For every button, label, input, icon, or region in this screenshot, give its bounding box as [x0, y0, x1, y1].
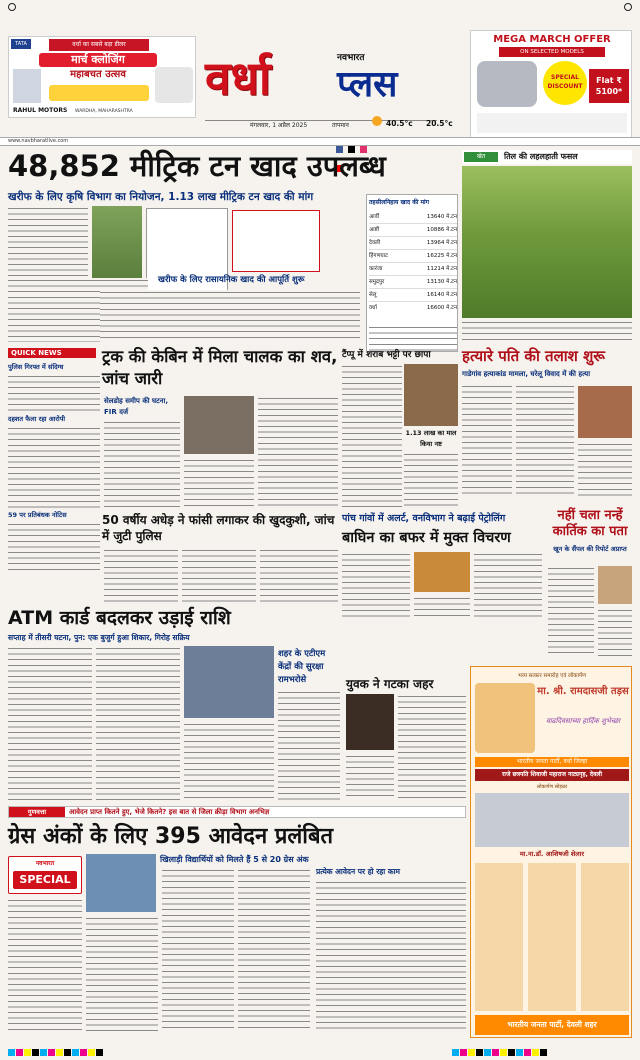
ad-footer: भारतीय जनता पार्टी, देवली शहर	[475, 1015, 629, 1035]
district-table-body	[369, 211, 457, 323]
flat-offer: Flat ₹ 5100*	[589, 69, 629, 103]
ad-bjp[interactable]	[470, 666, 632, 1038]
tiger-body	[414, 596, 470, 620]
sports-headline: ग्रेस अंकों के लिए 395 आवेदन प्रलंबित	[8, 824, 334, 849]
ad-line3: महाबचत उत्सव	[70, 69, 126, 80]
tiger-headline: पांच गांवों में अलर्ट, वनविभाग ने बढ़ाई पेट्रोलिंग	[342, 513, 506, 524]
brand-big: प्लस	[337, 64, 398, 105]
atm-sub: सप्ताह में तीसरी घटना, पुन: एक बुजुर्ग हुआ शिकार, गिरोह सक्रिय	[8, 633, 190, 642]
security-body	[278, 690, 340, 800]
atm-photo	[184, 646, 274, 718]
special-top: नवभारत	[35, 860, 55, 867]
quick-news-body	[8, 374, 100, 412]
sports-body	[8, 898, 82, 1032]
offer-banner	[49, 85, 149, 101]
lead-subhead: खरीफ के लिए कृषि विभाग का नियोजन, 1.13 लाख मीट्रिक टन खाद की मांग	[8, 191, 314, 203]
dealer-place: WARDHA, MAHARASHTRA	[75, 109, 133, 114]
table-row: आर्वी 13640 मे.टन	[369, 211, 457, 224]
ad-subtitle: ON SELECTED MODELS	[499, 47, 605, 57]
ad-wishes: वाढदिवसाच्या हार्दिक शुभेच्छा	[545, 717, 621, 725]
truck-body	[258, 396, 338, 510]
ad-footer	[477, 113, 627, 133]
murder-body	[516, 384, 574, 496]
suicide-body	[104, 548, 178, 604]
district-table	[366, 194, 458, 352]
sports-sub: खिलाड़ी विद्यार्थियों को मिलते हैं 5 से 20 ग्रेस अंक	[160, 855, 309, 864]
sun-icon	[372, 116, 382, 126]
cmyk-strip	[452, 1041, 632, 1049]
quick-news-title: QUICK NEWS	[8, 348, 96, 358]
dealer-name: RAHUL MOTORS	[13, 107, 68, 114]
kartik-photo	[598, 566, 632, 604]
photo-caption-text	[462, 320, 632, 342]
ad-title: MEGA MARCH OFFER	[493, 34, 611, 45]
murder-sub: गाडेगांव हत्याकांड मामला, घरेलू विवाद में की हत्या	[462, 370, 591, 378]
quick-news-item: दहशत फैला रहा आरोपी	[8, 415, 66, 423]
table-row: देवली 13964 मे.टन	[369, 237, 457, 250]
atm-headline: ATM कार्ड बदलकर उड़ाई राशि	[8, 607, 231, 629]
table-row: हिंगणघाट 16225 मे.टन	[369, 250, 457, 263]
weather-label: तापमान	[332, 122, 349, 129]
sports-ticker: आवेदन प्राप्त कितने हुए, भेजे कितने? इस बात से जिला क्रीड़ा विभाग अनभिज्ञ	[69, 808, 270, 816]
youth-photo	[346, 694, 394, 750]
photo-caption: तिल की लहलहाती फसल	[504, 152, 578, 161]
masthead	[205, 48, 435, 120]
sports-label: गुणवत्ता	[9, 807, 65, 817]
murder-photo	[578, 386, 632, 438]
lead-shortage-box	[232, 210, 320, 272]
guest-grid	[475, 863, 629, 1011]
raid-body	[342, 364, 402, 510]
murder-headline: हत्यारे पति की तलाश शुरू	[462, 347, 605, 365]
raid-photo	[404, 364, 458, 426]
truck-photo	[184, 396, 254, 454]
kartik-body	[548, 566, 594, 656]
truck-body	[104, 420, 180, 510]
table-row: सेलू 16140 मे.टन	[369, 289, 457, 302]
ad-rahul-motors[interactable]	[8, 36, 196, 118]
discount-badge: SPECIAL DISCOUNT	[543, 61, 587, 105]
sports-body	[238, 868, 310, 1032]
ad-line2: मार्च क्लोजिंग	[39, 53, 157, 67]
murder-body	[578, 442, 632, 496]
vehicle-image	[155, 67, 193, 103]
truck-body	[184, 458, 254, 510]
suicide-body	[260, 548, 338, 604]
scooter-image	[477, 61, 537, 107]
tiger-sub: बाघिन का बफर में मुक्त विचरण	[342, 530, 511, 546]
security-headline: शहर के एटीएम केंद्रों की सुरक्षा रामभरोसे	[278, 649, 326, 685]
table-row: वर्धा 16600 मे.टन	[369, 305, 457, 311]
tiger-body	[474, 552, 542, 620]
district-table-title: तहसीलनिहाय खाद की मांग	[369, 199, 429, 206]
raid-headline: टैंप्पू में शराब भट्टी पर छापा	[342, 350, 431, 360]
cmyk-strip	[8, 1041, 188, 1049]
kartik-body	[598, 608, 632, 656]
youth-body	[398, 694, 466, 800]
ad-party: भारतीय जनता पार्टी, वर्धा जिल्हा	[475, 757, 629, 767]
tiger-body	[342, 552, 410, 620]
lead-body	[100, 290, 360, 342]
quick-news-item: 59 पर प्रतिबंधक नोटिस	[8, 511, 67, 519]
quick-news-body	[8, 426, 100, 508]
table-row: कारंजा 11214 मे.टन	[369, 263, 457, 276]
photo-tag: खेत	[464, 152, 498, 162]
atm-body	[96, 646, 180, 800]
murder-body	[462, 384, 512, 496]
tata-logo: TATA	[11, 39, 31, 49]
atm-body	[8, 646, 92, 800]
temp-min: 20.5°c	[426, 119, 453, 128]
ad-name: मा. श्री. रामदासजी तड़स	[537, 686, 629, 697]
quick-news-item: पुलिस गिरफ्त में संदिग्ध	[8, 363, 64, 371]
truck-headline: ट्रक की केबिन में मिला चालक का शव, जांच जारी	[102, 347, 338, 388]
ad-chief-guest: मा.ना.डॉ. आशिषजी शेलार	[519, 850, 585, 858]
website-link[interactable]: www.navbharatlive.com	[8, 138, 69, 144]
youth-body	[346, 754, 394, 800]
sports-photo	[86, 854, 156, 912]
auditorium-photo	[475, 793, 629, 847]
table-row: समुद्रपुर 13130 मे.टन	[369, 276, 457, 289]
ad-top: भव्य सत्कार समारोह एवं लोकार्पण	[517, 673, 587, 679]
temp-max: 40.5°c	[386, 119, 413, 128]
social-icons[interactable]	[336, 138, 368, 145]
registration-mark	[8, 3, 16, 11]
table-row: आष्टी 10886 मे.टन	[369, 224, 457, 237]
brand-small: नवभारत	[337, 53, 365, 63]
raid-body	[404, 452, 458, 510]
ad-event: राजे छत्रपति शिवाजी महाराज नाट्यगृह, देवली	[475, 769, 629, 781]
tiger-photo	[414, 552, 470, 592]
process-title: प्रत्येक आवेदन पर हो रहा काम	[316, 867, 401, 876]
ad-mega-march[interactable]	[470, 30, 632, 138]
kartik-headline: नहीं चला नन्हें कार्तिक का पता	[552, 508, 628, 539]
ad-line1: वर्धा का सबसे बड़ा डीलर	[49, 39, 149, 51]
sports-body	[316, 880, 466, 1032]
youth-headline: युवक ने गटका जहर	[346, 677, 434, 691]
vehicle-image	[13, 69, 41, 103]
registration-mark	[624, 3, 632, 11]
raid-caption: 1.13 लाख का माल किया नष्ट	[405, 429, 457, 448]
quick-news-body	[8, 522, 100, 570]
leader-photo	[475, 683, 535, 753]
kartik-sub: खून के सैंपल की रिपोर्ट अप्राप्त	[553, 545, 627, 553]
photo-top-heading	[462, 150, 632, 164]
atm-body	[184, 722, 274, 800]
special-label: SPECIAL	[13, 871, 77, 889]
lead-inset-title: खरीफ के लिए रासायनिक खाद की आपूर्ति शुरू	[158, 275, 305, 285]
suicide-body	[182, 548, 256, 604]
truck-sub: सेलडोह समीप की घटना, FIR दर्ज	[104, 397, 168, 416]
sesame-field-photo	[462, 166, 632, 318]
masthead-title: वर्धा	[205, 51, 271, 105]
lead-headline: 48,852 मीट्रिक टन खाद उपलब्ध	[8, 149, 386, 183]
special-badge	[8, 856, 82, 894]
ad-event-sub: लोकार्पण सोहळा	[536, 784, 568, 790]
sports-body	[162, 868, 234, 1032]
sports-ticker-bar	[8, 806, 466, 818]
suicide-headline: 50 वर्षीय अधेड़ ने फांसी लगाकर की खुदकुशी, जांच में जुटी पुलिस	[102, 513, 335, 543]
issue-date: मंगलवार, 1 अप्रैल 2025	[250, 122, 308, 129]
sports-body	[86, 916, 158, 1032]
